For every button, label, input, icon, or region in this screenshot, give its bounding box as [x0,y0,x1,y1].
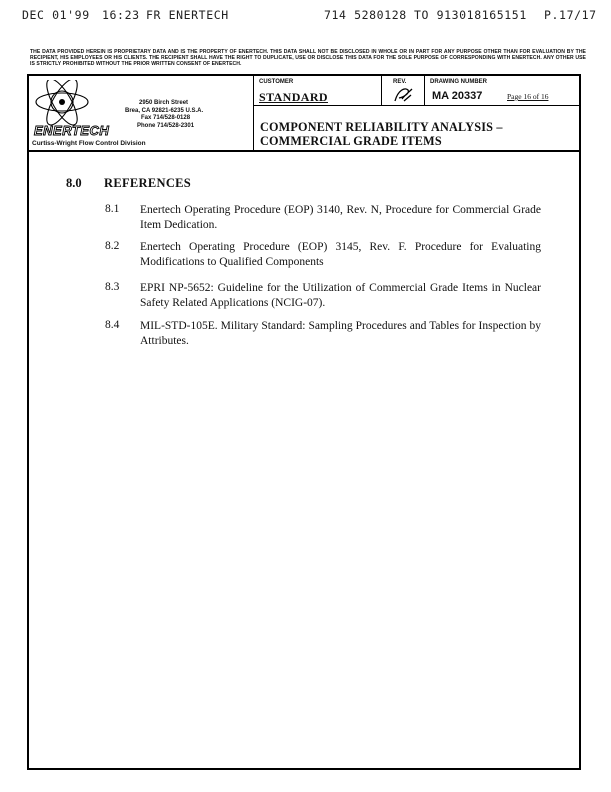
fax-page: P.17/17 [544,8,597,22]
logo-cell [29,76,254,150]
reference-number: 8.1 [105,203,120,215]
document-title-line-1: COMPONENT RELIABILITY ANALYSIS – [260,120,503,134]
section-number: 8.0 [66,176,82,190]
fax-time: 16:23 [102,8,140,22]
fax-from-number: 714 5280128 [324,8,407,22]
rev-initials-signature-icon [392,86,414,104]
proprietary-notice: THE DATA PROVIDED HEREIN IS PROPRIETARY DATA AND IS THE PROPERTY OF ENERTECH. THIS DATA SHALL NOT BE DISCLOSED IN WHOLE OR IN PART FOR ANY PURPOSE OTHER THAN FOR EVALUATION BY THE RECIPIENT, HIS EMPLOYEES OR HIS CLIENTS. THE RECIPIENT SHALL HAVE THE RIGHT TO DUPLICATE, USE OR DISCLOSE THIS DATA FOR THE SOLE PURPOSE OF CORRESPONDING WITH ENERTECH. ANY OTHER USE IS STRICTLY PROHIBITED WITHOUT THE PRIOR WRITTEN CONSENT OF ENERTECH. [30,49,586,67]
division-name: Curtiss-Wright Flow Control Division [32,140,146,147]
section-title: REFERENCES [104,176,192,190]
address-fax: Fax 714/528-0128 [141,115,191,122]
reference-text: Enertech Operating Procedure (EOP) 3140, Rev. N, Procedure for Commercial Grade Item Dedication. [140,204,541,231]
reference-number: 8.2 [105,240,120,252]
reference-text: Enertech Operating Procedure (EOP) 3145, Rev. F. Procedure for Evaluating Modifications to Qualified Components [140,241,541,268]
address-city: Brea, CA 92821-6235 U.S.A. [125,107,204,114]
page-of-count: Page 16 of 16 [507,92,549,101]
title-block [27,74,581,152]
fax-header [22,8,602,24]
document-title-line-2: COMMERCIAL GRADE ITEMS [260,134,442,148]
reference-text: MIL-STD-105E. Military Standard: Sampling Procedures and Tables for Inspection by Attributes. [140,320,541,347]
address-street: 2950 Birch Street [139,100,189,106]
company-address [125,100,253,130]
fax-to: TO 913018165151 [414,8,527,22]
fax-from: FR ENERTECH [146,8,229,22]
reference-number: 8.4 [105,319,120,331]
fax-date: DEC 01'99 [22,8,90,22]
reference-text: EPRI NP-5652: Guideline for the Utilization of Commercial Grade Items in Nuclear Safety Related Applications (NCIG-07). [140,282,541,309]
customer-cell [254,76,382,106]
address-phone: Phone 714/528-2301 [137,122,195,129]
document-title [260,120,503,148]
atom-logo-icon [32,80,92,126]
drawing-number-label: DRAWING NUMBER [430,79,487,85]
customer-label: CUSTOMER [259,79,294,85]
drawing-number: MA 20337 [432,90,483,102]
drawing-number-cell [425,76,579,106]
rev-cell [382,76,425,106]
enertech-wordmark: ENERTECH [34,123,110,138]
rev-label: REV. [393,79,407,85]
reference-number: 8.3 [105,281,120,293]
customer-value: STANDARD [259,90,328,104]
